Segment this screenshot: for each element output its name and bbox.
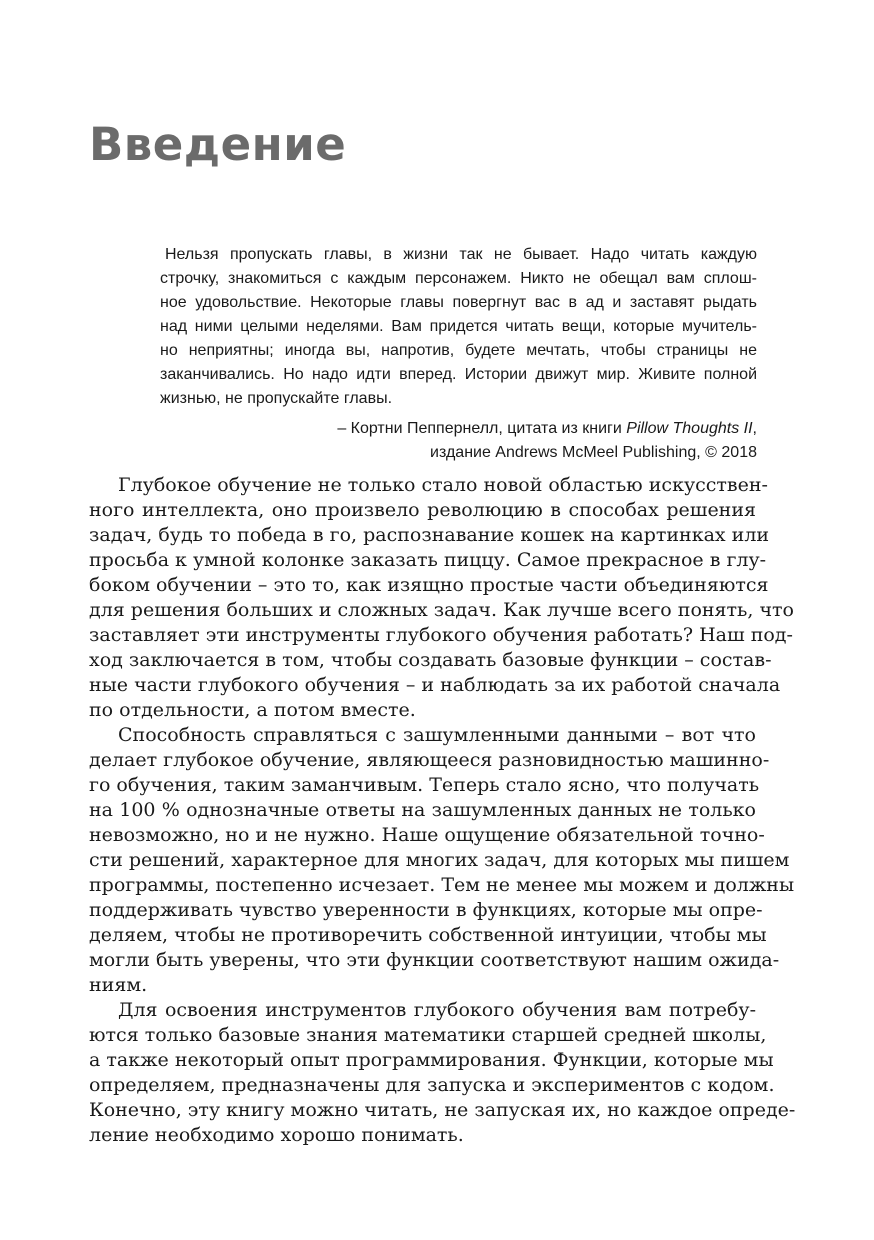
- epigraph-line: над ними целыми неделями. Вам придется читать вещи, которые мучитель-: [160, 318, 757, 335]
- body-line: ниям.: [89, 974, 148, 996]
- paragraph-3: [89, 998, 796, 1148]
- chapter-title: Введение: [89, 118, 347, 171]
- body-line: заставляет эти инструменты глубокого обучения работать? Наш под-: [89, 624, 793, 646]
- body-line: просьба к умной колонке заказать пиццу. Самое прекрасное в глу-: [89, 549, 767, 571]
- body-line: Глубокое обучение не только стало новой областью искусствен-: [118, 474, 768, 496]
- attribution-comma: ,: [752, 420, 757, 437]
- body-line: ход заключается в том, чтобы создавать базовые функции – состав-: [89, 649, 772, 671]
- epigraph-line: Нельзя пропускать главы, в жизни так не бывает. Надо читать каждую: [165, 246, 757, 263]
- body-line: по отдельности, а потом вместе.: [89, 699, 416, 721]
- body-line: а также некоторый опыт программирования. Функции, которые мы: [89, 1049, 774, 1071]
- body-line: го обучения, таким заманчивым. Теперь стало ясно, что получать: [89, 774, 760, 796]
- attribution-author: – Кортни Пеппернелл, цитата из книги: [337, 420, 627, 437]
- body-line: определяем, предназначены для запуска и экспериментов с кодом.: [89, 1074, 775, 1096]
- body-line: на 100 % однозначные ответы на зашумленных данных не только: [89, 799, 756, 821]
- epigraph-line: жизнью, не пропускайте главы.: [160, 390, 393, 407]
- epigraph-line: ное удовольствие. Некоторые главы повергнут вас в ад и заставят рыдать: [160, 294, 757, 311]
- body-line: невозможно, но и не нужно. Наше ощущение обязательной точно-: [89, 824, 765, 846]
- epigraph-attribution: [160, 417, 757, 465]
- body-line: Для освоения инструментов глубокого обучения вам потребу-: [118, 999, 756, 1021]
- epigraph-line: строчку, знакомиться с каждым персонажем. Никто не обещал вам сплош-: [160, 270, 757, 287]
- attribution-line: [160, 417, 757, 441]
- paragraph-1: [89, 473, 794, 723]
- body-line: задач, будь то победа в го, распознавание кошек на картинках или: [89, 524, 770, 546]
- body-line: для решения больших и сложных задач. Как лучше всего понять, что: [89, 599, 794, 621]
- body-line: сти решений, характерное для многих задач, для которых мы пишем: [89, 849, 790, 871]
- epigraph-line: но неприятны; иногда вы, напротив, будете мечтать, чтобы страницы не: [160, 342, 757, 359]
- body-line: ются только базовые знания математики старшей средней школы,: [89, 1024, 767, 1046]
- body-line: ные части глубокого обучения – и наблюдать за их работой сначала: [89, 674, 781, 696]
- body-line: Способность справляться с зашумленными данными – вот что: [118, 724, 756, 746]
- attribution-book-title: Pillow Thoughts II: [626, 420, 753, 437]
- epigraph-line: заканчивались. Но надо идти вперед. Истории движут мир. Живите полной: [160, 366, 757, 383]
- paragraph-2: [89, 723, 795, 998]
- attribution-publisher: издание Andrews McMeel Publishing, © 2018: [430, 444, 757, 461]
- body-line: могли быть уверены, что эти функции соответствуют нашим ожида-: [89, 949, 780, 971]
- epigraph: [160, 243, 757, 465]
- body-text: [89, 473, 796, 1148]
- body-line: делает глубокое обучение, являющееся разновидностью машинно-: [89, 749, 770, 771]
- body-line: деляем, чтобы не противоречить собственной интуиции, чтобы мы: [89, 924, 767, 946]
- body-line: ление необходимо хорошо понимать.: [89, 1124, 464, 1146]
- body-line: Конечно, эту книгу можно читать, не запуская их, но каждое опреде-: [89, 1099, 796, 1121]
- body-line: боком обучении – это то, как изящно простые части объединяются: [89, 574, 769, 596]
- body-line: ного интеллекта, оно произвело революцию в способах решения: [89, 499, 756, 521]
- body-line: программы, постепенно исчезает. Тем не менее мы можем и должны: [89, 874, 795, 896]
- body-line: поддерживать чувство уверенности в функциях, которые мы опре-: [89, 899, 763, 921]
